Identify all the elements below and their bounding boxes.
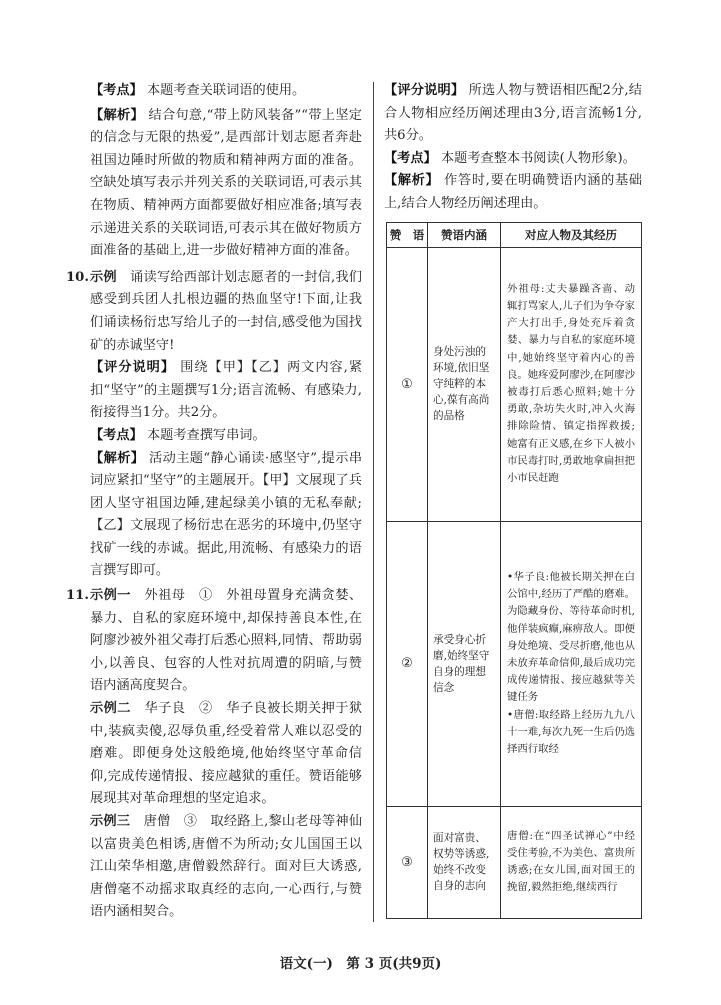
row-3-zanyu: ③	[387, 806, 428, 918]
header-neihan: 赞语内涵	[428, 222, 501, 247]
q11-item: 11. 示例一 外祖母 ① 外祖母置身充满贪婪、暴力、自私的家庭环境中,却保持善良本性,在阿廖沙被外祖父毒打后悉心照料,同情、帮助弱小,以善良、包容的人性对抗周遭的阴暗,与赞语内涵高度契合。 示例二 华子良 ② 华子良被长期关押于狱中,装疯卖傻,忍辱负重,经受着常人难以忍受的磨难。即便身处这般绝境,他始终坚守革命信仰,完成传递情报、接应越狱的重任。赞语能够展现其对革命理想的坚定追求。 示例三 唐僧 ③ 取经路上,黎山老母等神仙以富贵美色相诱,唐僧不为所动;女儿国国王以江山荣华相邀,唐僧毅然辞行。面对巨大诱惑,唐僧毫不动摇求取真经的志向,一心西行,与赞语内涵相契合。	[76, 585, 362, 924]
header-zanyu: 赞 语	[387, 222, 428, 247]
row-1-jingli: 外祖母:丈夫暴躁吝啬、动辄打骂家人,儿子们为争夺家产大打出手,身处充斥着贪婪、暴力与自私的家庭环境中,她始终坚守着内心的善良。她疼爱阿廖沙,在阿廖沙被毒打后悉心照料;她十分勇敢,杂坊失火时,冲入火海排除险情、镇定指挥救援;她富有正义感,在乡下人被小市民毒打时,勇敢地拿扁担把小市民赶跑	[501, 247, 642, 521]
header-jingli: 对应人物及其经历	[501, 222, 642, 247]
table-row	[387, 806, 642, 918]
row-2-jingli-huazilang: •华子良:他被长期关押在白公馆中,经历了严酷的磨难。为隐藏身份、等待革命时机,他佯装疯癫,麻痹敌人。即便身处绝境、受尽折磨,他也从未放弃革命信仰,最后成功完成传递情报、接应越狱等关键任务	[507, 570, 635, 704]
q11-example-1: 示例一 外祖母 ① 外祖母置身充满贪婪、暴力、自私的家庭环境中,却保持善良本性,在阿廖沙被外祖父毒打后悉心照料,同情、帮助弱小,以善良、包容的人性对抗周遭的阴暗,与赞语内涵高度契合。	[90, 588, 363, 694]
q11-jiexi: 【解析】 作答时,要在明确赞语内涵的基础上,结合人物经历阐述理由。	[384, 173, 642, 211]
row-2-jingli-tangseng: •唐僧:取经路上经历九九八十一难,每次九死一生后仍选择西行取经	[507, 708, 635, 755]
q10-pingfen: 【评分说明】 围绕【甲】【乙】两文内容,紧扣“坚守”的主题撰写1分;语言流畅、有感染力,衔接得当1分。共2分。	[90, 360, 363, 421]
answer-table	[386, 222, 642, 919]
row-2-zanyu: ②	[387, 521, 428, 806]
row-1-neihan: 身处污浊的环境,依旧坚守纯粹的本心,葆有高尚的品格	[428, 247, 501, 521]
q10-item: 10. 示例 诵读写给西部计划志愿者的一封信,我们感受到兵团人扎根边疆的热血坚守!下面,让我们诵读杨衍忠写给儿子的一封信,感受他为国找矿的赤诚坚守! 【评分说明】 围绕【甲】【乙】两文内容,紧扣“坚守”的主题撰写1分;语言流畅、有感染力,衔接得当1分。共2分。 【考点】 本题考查撰写串词。 【解析】 活动主题“静心诵读·感坚守”,提示串词应紧扣“坚守”的主题展开。【甲】文展现了兵团人坚守祖国边陲,建起绿美小镇的无私奉献;【乙】文展现了杨衍忠在恶劣的环境中,仍坚守找矿一线的赤诚。据此,用流畅、有感染力的语言撰写即可。	[76, 267, 362, 583]
page-footer: 语文(一) 第 3 页(共9页)	[279, 956, 442, 972]
q9-kaodian: 【考点】 本题考查关联词语的使用。	[90, 83, 306, 98]
row-2-jingli	[501, 521, 642, 806]
q10-jiexi: 【解析】 活动主题“静心诵读·感坚守”,提示串词应紧扣“坚守”的主题展开。【甲】文展现了兵团人坚守祖国边陲,建起绿美小镇的无私奉献;【乙】文展现了杨衍忠在恶劣的环境中,仍坚守找矿一线的赤诚。据此,用流畅、有感染力的语言撰写即可。	[90, 450, 363, 579]
q11-example-2: 示例二 华子良 ② 华子良被长期关押于狱中,装疯卖傻,忍辱负重,经受着常人难以忍受的磨难。即便身处这般绝境,他始终坚守革命信仰,完成传递情报、接应越狱的重任。赞语能够展现其对革命理想的坚定追求。	[90, 701, 363, 807]
q11-pingfen: 【评分说明】 所选人物与赞语相匹配2分,结合人物相应经历阐述理由3分,语言流畅1分,共6分。	[384, 83, 642, 144]
q11-example-3: 示例三 唐僧 ③ 取经路上,黎山老母等神仙以富贵美色相诱,唐僧不为所动;女儿国国王以江山荣华相邀,唐僧毅然辞行。面对巨大诱惑,唐僧毫不动摇求取真经的志向,一心西行,与赞语内涵相契合。	[90, 814, 362, 920]
column-divider	[373, 82, 374, 922]
q9-jiexi: 【解析】 结合句意,“带上防风装备”“带上坚定的信念与无限的热爱”,是西部计划志愿者奔赴祖国边陲时所做的物质和精神两方面的准备。空缺处填写表示并列关系的关联词语,可表示其在物质、精神两方面都要做好相应准备;填写表示递进关系的关联词语,可表示其在做好物质方面准备的基础上,进一步做好精神方面的准备。	[90, 107, 362, 259]
row-1-zanyu: ①	[387, 247, 428, 521]
row-3-neihan: 面对富贵、权势等诱惑,始终不改变自身的志向	[428, 806, 501, 918]
q11-kaodian: 【考点】 本题考查整本书阅读(人物形象)。	[384, 150, 636, 166]
table-header-row	[387, 222, 642, 247]
row-2-neihan: 承受身心折磨,始终坚守自身的理想信念	[428, 521, 501, 806]
q10-kaodian: 【考点】 本题考查撰写串词。	[90, 427, 266, 443]
table-row	[387, 247, 642, 521]
right-column	[384, 80, 642, 919]
row-3-jingli: 唐僧:在“四圣试禅心”中经受住考验,不为美色、富贵所诱惑;在女儿国,面对国王的挽留,毅然拒绝,继续西行	[501, 806, 642, 918]
left-column	[66, 80, 363, 924]
table-row	[387, 521, 642, 806]
